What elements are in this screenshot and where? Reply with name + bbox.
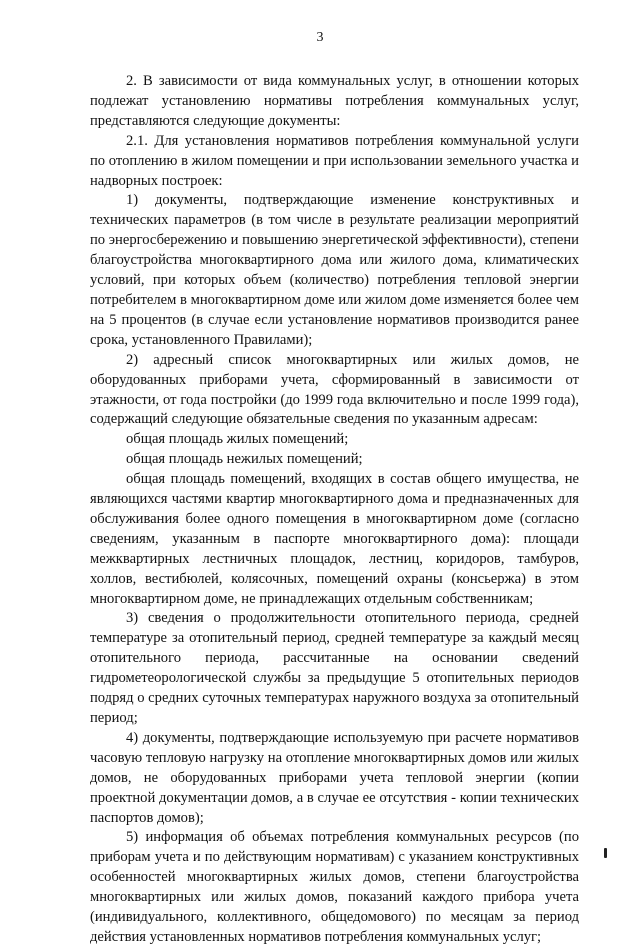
margin-mark (604, 848, 607, 858)
item-common-area: общая площадь помещений, входящих в состав общего имущества, не являющихся частями квартир многоквартирного дома и предназначенных для обслуживания более одного помещения в многоквартирном доме (согласно сведениям, указанным в паспорте многоквартирного дома): площади межквартирных лестничных площадок, лестниц, коридоров, тамбуров, холлов, вестибюлей, колясочных, помещений охраны (консьержа) в этом многоквартирном доме, не принадлежащих отдельным собственникам; (90, 471, 579, 607)
document-body (90, 72, 579, 948)
item-living-area: общая площадь жилых помещений; (126, 431, 349, 448)
item-5-consumption-info: 5) информация об объемах потребления коммунальных ресурсов (по приборам учета и по действующим нормативам) с указанием конструктивных особенностей многоквартирных жилых домов, степени благоустройства многоквартирных или жилых домов, показаний каждого прибора учета (индивидуального, коллективного, общедомового) по месяцам за период действия установленных нормативов потребления коммунальных услуг; (90, 829, 579, 945)
page-number: 3 (316, 30, 324, 45)
item-4-heat-load-documents: 4) документы, подтверждающие используемую при расчете нормативов часовую тепловую нагрузку на отопление многоквартирных домов или жилых домов, не оборудованных приборами учета тепловой энергии (копии проектной документации домов, а в случае ее отсутствия - копии технических паспортов домов); (90, 729, 579, 826)
paragraph-2: 2. В зависимости от вида коммунальных услуг, в отношении которых подлежат установлению нормативы потребления коммунальных услуг, представляются следующие документы: (90, 73, 579, 129)
item-3-heating-period: 3) сведения о продолжительности отопительного периода, средней температуре за отопительный период, средней температуре за каждый месяц отопительного периода, рассчитанные на основании сведений гидрометеорологической службы за предыдущие 5 отопительных периодов подряд о средних суточных температурах наружного воздуха за отопительный период; (90, 610, 579, 726)
item-nonliving-area: общая площадь нежилых помещений; (126, 451, 363, 468)
paragraph-2-1: 2.1. Для установления нормативов потребления коммунальной услуги по отоплению в жилом помещении и при использовании земельного участка и надворных построек: (90, 132, 579, 189)
item-1-documents: 1) документы, подтверждающие изменение конструктивных и технических параметров (в том числе в результате реализации мероприятий по энергосбережению и повышению энергетической эффективности), степени благоустройства многоквартирного дома или жилого дома, климатических условий, при которых объем (количество) потребления тепловой энергии потребителем в многоквартирном доме или жилом доме изменяется более чем на 5 процентов (в случае если установление нормативов производится ранее срока, установленного Правилами); (90, 192, 579, 348)
item-2-address-list: 2) адресный список многоквартирных или жилых домов, не оборудованных приборами учета, сформированный в зависимости от этажности, от года постройки (до 1999 года включительно и после 1999 года), содержащий следующие обязательные сведения по указанным адресам: (90, 351, 579, 428)
